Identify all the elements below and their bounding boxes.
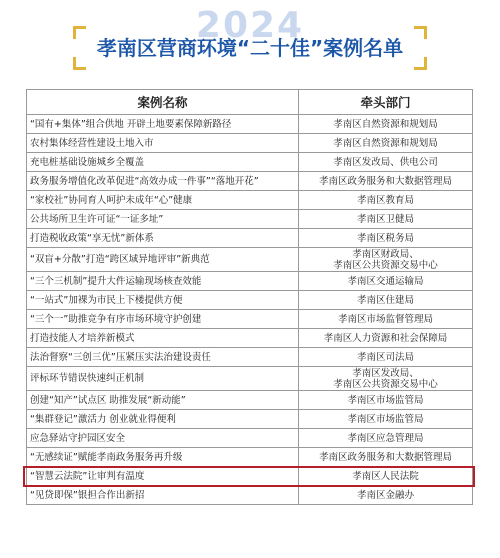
lead-dept-line: 孝南区金融办 (356, 489, 414, 501)
lead-dept-line: 孝南区政务服务和大数据管理局 (318, 175, 452, 187)
lead-dept-line: 孝南区市场监管局 (347, 413, 424, 425)
table-row (27, 229, 473, 248)
case-name-cell: “双盲+分散”打造“跨区域异地评审”新典范 (27, 248, 299, 272)
lead-dept-cell (299, 391, 473, 410)
lead-dept-cell (299, 172, 473, 191)
lead-dept-cell (299, 410, 473, 429)
lead-dept-line: 孝南区发改局、 (352, 367, 419, 379)
table-row (27, 248, 473, 272)
table-row (27, 391, 473, 410)
table-row (27, 429, 473, 448)
lead-dept-line: 孝南区人力资源和社会保障局 (323, 332, 448, 344)
table-row (27, 191, 473, 210)
case-name-cell: “一站式”加裸为市民上下楼提供方便 (27, 291, 299, 310)
table-row (27, 153, 473, 172)
lead-dept-line: 孝南区市场监管局 (347, 394, 424, 406)
case-name-cell: 评标环节错误快速纠正机制 (27, 367, 299, 391)
lead-dept-line: 孝南区人民法院 (352, 470, 419, 482)
case-name-cell: “三个一”助推竞争有序市场环境守护创建 (27, 310, 299, 329)
lead-dept-cell (299, 272, 473, 291)
case-name-cell: 创建“知产”试点区 助推发展“新动能” (27, 391, 299, 410)
case-table (26, 89, 473, 505)
lead-dept-cell (299, 115, 473, 134)
lead-dept-cell (299, 348, 473, 367)
table-row (27, 291, 473, 310)
lead-dept-line: 孝南区司法局 (356, 351, 414, 363)
lead-dept-line: 孝南区自然资源和规划局 (333, 137, 438, 149)
table-row (27, 310, 473, 329)
case-name-cell: “三个三机制”提升大件运输现场核查效能 (27, 272, 299, 291)
lead-dept-line: 孝南区应急管理局 (347, 432, 424, 444)
table-row (27, 272, 473, 291)
table-row (27, 329, 473, 348)
case-name-cell: 农村集体经营性建设土地入市 (27, 134, 299, 153)
case-name-cell: “见贷即保”银担合作出新招 (27, 486, 299, 505)
case-name-cell: “集群登记”激活力 创业就业得便利 (27, 410, 299, 429)
case-name-cell: “家校社”协同育人呵护未成年“心”健康 (27, 191, 299, 210)
lead-dept-cell (299, 191, 473, 210)
lead-dept-line: 孝南区财政局、 (352, 248, 419, 260)
table-row (27, 367, 473, 391)
table-row (27, 210, 473, 229)
case-name-cell: 打造税收政策“享无忧”新体系 (27, 229, 299, 248)
table-row (27, 115, 473, 134)
case-name-cell: “智慧云法院”让审判有温度 (27, 467, 299, 486)
lead-dept-cell (299, 467, 473, 486)
table-row (27, 348, 473, 367)
lead-dept-line: 孝南区住建局 (356, 294, 414, 306)
lead-dept-cell (299, 367, 473, 391)
lead-dept-line: 孝南区自然资源和规划局 (333, 118, 438, 130)
lead-dept-line: 孝南区卫健局 (356, 213, 414, 225)
table-row (27, 410, 473, 429)
lead-dept-cell (299, 310, 473, 329)
column-header-case-name: 案例名称 (27, 90, 299, 115)
title-frame (73, 26, 427, 70)
lead-dept-cell (299, 291, 473, 310)
table-row (27, 134, 473, 153)
header (0, 0, 500, 80)
table-row (27, 467, 473, 486)
case-name-cell: 打造技能人才培养新模式 (27, 329, 299, 348)
case-name-cell: 公共场所卫生许可证“一证多址” (27, 210, 299, 229)
lead-dept-cell (299, 134, 473, 153)
case-name-cell: 法治督察“三创三优”压紧压实法治建设责任 (27, 348, 299, 367)
lead-dept-line: 孝南区公共资源交易中心 (333, 259, 438, 271)
lead-dept-line: 孝南区税务局 (356, 232, 414, 244)
lead-dept-line: 孝南区市场监督管理局 (337, 313, 433, 325)
table-row (27, 448, 473, 467)
lead-dept-line: 孝南区交通运输局 (347, 275, 424, 287)
year-watermark: 2024 (195, 5, 305, 46)
case-name-cell: “无感续证”赋能孝南政务服务再升级 (27, 448, 299, 467)
lead-dept-cell (299, 153, 473, 172)
lead-dept-cell (299, 486, 473, 505)
table-row (27, 486, 473, 505)
table-body (27, 115, 473, 505)
lead-dept-cell (299, 248, 473, 272)
table-row (27, 172, 473, 191)
lead-dept-cell (299, 429, 473, 448)
page-title: 孝南区营商环境“二十佳”案例名单 (96, 36, 404, 60)
lead-dept-cell (299, 229, 473, 248)
lead-dept-cell (299, 210, 473, 229)
case-name-cell: “国有+集体”组合供地 开辟土地要素保障新路径 (27, 115, 299, 134)
lead-dept-line: 孝南区发改局、供电公司 (333, 156, 438, 168)
case-table-container (26, 89, 472, 505)
lead-dept-line: 孝南区政务服务和大数据管理局 (318, 451, 452, 463)
lead-dept-line: 孝南区教育局 (356, 194, 414, 206)
case-name-cell: 应急驿站守护园区安全 (27, 429, 299, 448)
table-header-row (27, 90, 473, 115)
case-name-cell: 充电桩基础设施城乡全覆盖 (27, 153, 299, 172)
column-header-lead-dept: 牵头部门 (299, 90, 473, 115)
lead-dept-line: 孝南区公共资源交易中心 (333, 378, 438, 390)
case-name-cell: 政务服务增值化改革促进“高效办成一件事”“落地开花” (27, 172, 299, 191)
lead-dept-cell (299, 448, 473, 467)
lead-dept-cell (299, 329, 473, 348)
